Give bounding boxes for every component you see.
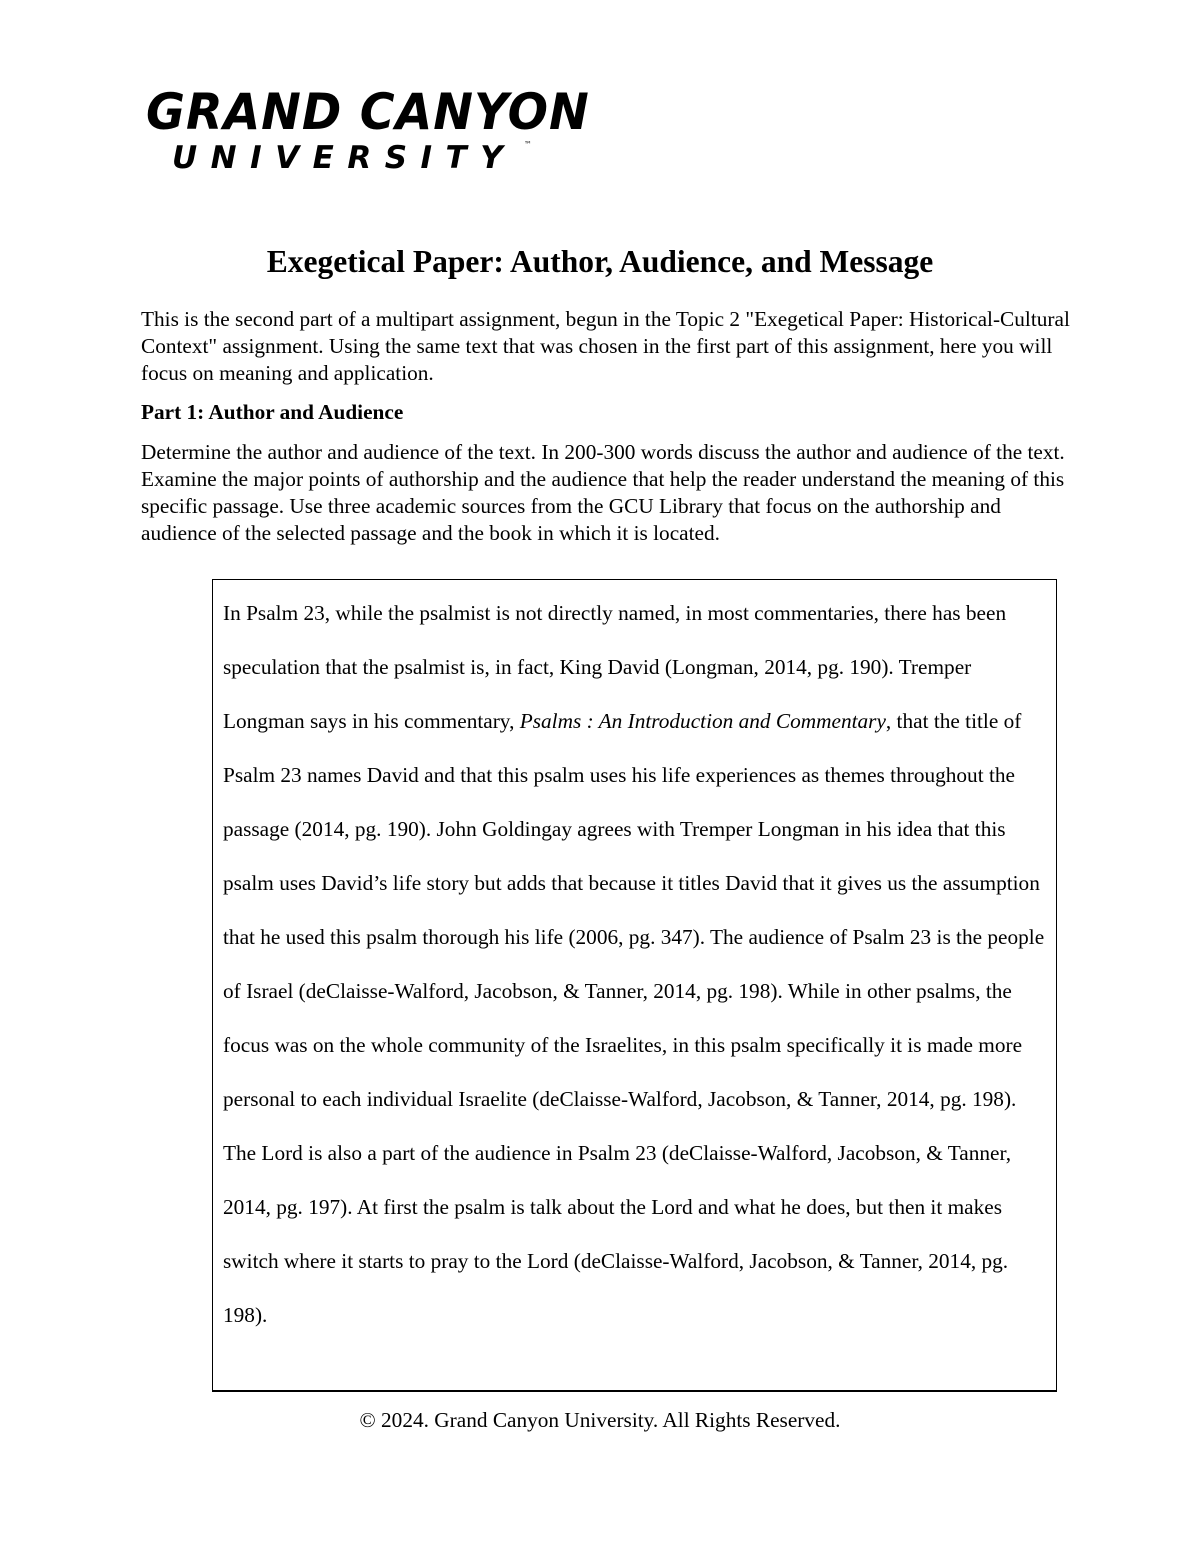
logo-wordmark-top: GRAND CANYON xyxy=(146,83,590,141)
logo-wordmark-bottom: UNIVERSITY xyxy=(172,140,517,176)
logo-trademark: ™ xyxy=(524,140,532,149)
document-title: Exegetical Paper: Author, Audience, and Message xyxy=(266,244,934,279)
cited-book-title: Psalms : An Introduction and Commentary xyxy=(519,709,886,733)
part-1-heading: Part 1: Author and Audience xyxy=(141,400,404,424)
intro-paragraph: This is the second part of a multipart assignment, begun in the Topic 2 "Exegetical Paper: Historical-Cultural Context" assignment. Using the same text that was chosen in the first part of this assignment, here you will focus on meaning and application. xyxy=(141,307,1070,385)
instructions-paragraph: Determine the author and audience of the text. In 200-300 words discuss the author and audience of the text. Examine the major points of authorship and the audience that help the reader understand the meaning of this specific passage. Use three academic sources from the GCU Library that focus on the authorship and audience of the selected passage and the book in which it is located. xyxy=(141,440,1065,545)
response-text-end: , that the title of Psalm 23 names David and that this psalm uses his life experiences as themes throughout the passage (2014, pg. 190). John Goldingay agrees with Tremper Longman in his idea that this psalm uses David’s life story but adds that because it titles David that it gives us the assumption that he used this psalm thorough his life (2006, pg. 347). The audience of Psalm 23 is the people of Israel (deClaisse-Walford, Jacobson, & Tanner, 2014, pg. 198). While in other psalms, the focus was on the whole community of the Israelites, in this psalm specifically it is made more personal to each individual Israelite (deClaisse-Walford, Jacobson, & Tanner, 2014, pg. 198). The Lord is also a part of the audience in Psalm 23 (deClaisse-Walford, Jacobson, & Tanner, 2014, pg. 197). At first the psalm is talk about the Lord and what he does, but then it makes switch where it starts to pray to the Lord (deClaisse-Walford, Jacobson, & Tanner, 2014, pg. 198). xyxy=(223,709,1045,1327)
response-text-box xyxy=(212,579,1057,1392)
response-text-start: In Psalm 23, while the psalmist is not directly named, in most commentaries, there has been speculation that the psalmist is, in fact, King David (Longman, 2014, pg. 190). Tremper Longman says in his commentary, xyxy=(223,601,1007,733)
university-logo xyxy=(146,83,590,180)
response-paragraph xyxy=(223,586,1047,1342)
copyright-footer: © 2024. Grand Canyon University. All Rights Reserved. xyxy=(359,1408,841,1432)
